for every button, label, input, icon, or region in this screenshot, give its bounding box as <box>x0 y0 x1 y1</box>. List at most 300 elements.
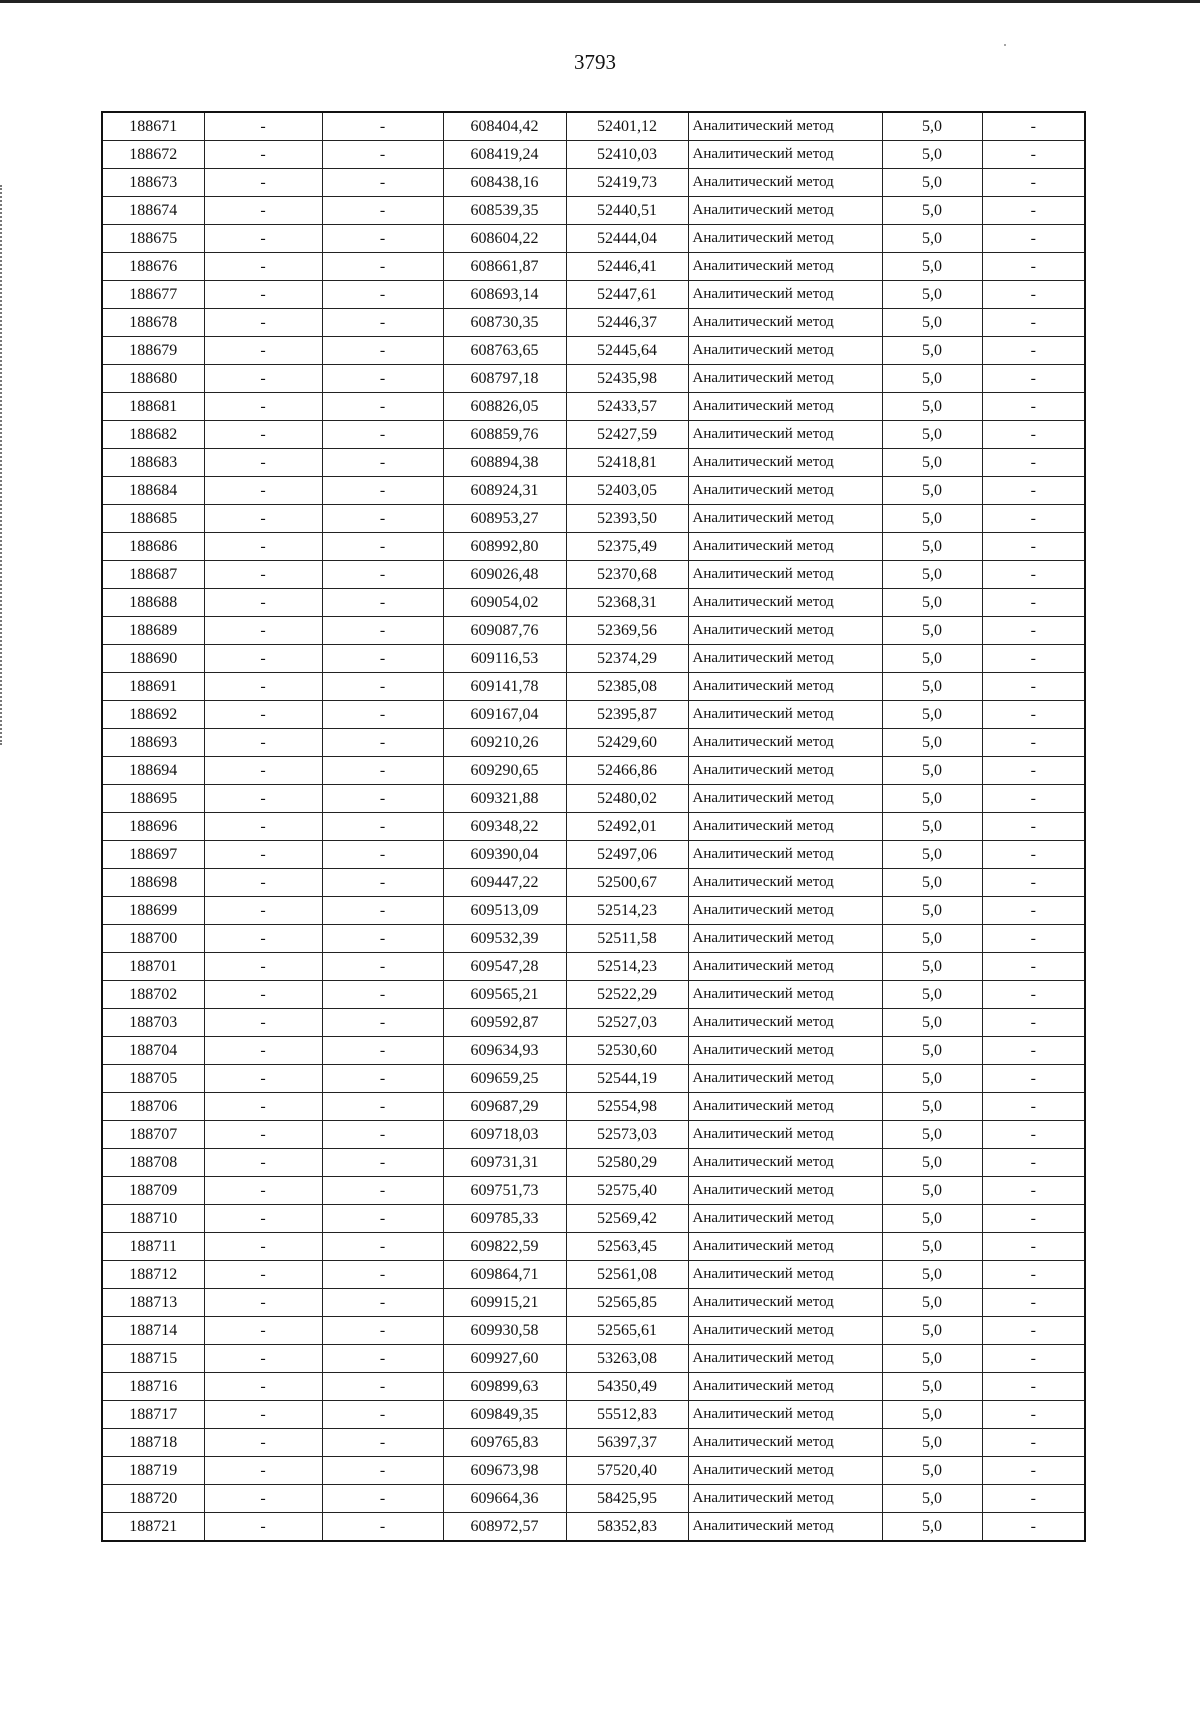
empty-cell-b: - <box>322 281 443 309</box>
empty-cell-b: - <box>322 617 443 645</box>
y-coordinate-cell: 52575,40 <box>566 1177 688 1205</box>
x-coordinate-cell: 609532,39 <box>443 925 566 953</box>
y-coordinate-cell: 53263,08 <box>566 1345 688 1373</box>
empty-cell-c: - <box>982 393 1085 421</box>
empty-cell-a: - <box>204 421 322 449</box>
accuracy-cell: 5,0 <box>882 729 982 757</box>
empty-cell-b: - <box>322 645 443 673</box>
accuracy-cell: 5,0 <box>882 645 982 673</box>
x-coordinate-cell: 609899,63 <box>443 1373 566 1401</box>
point-id-cell: 188709 <box>102 1177 204 1205</box>
empty-cell-b: - <box>322 197 443 225</box>
point-id-cell: 188711 <box>102 1233 204 1261</box>
empty-cell-b: - <box>322 1233 443 1261</box>
table-row <box>102 1485 1085 1513</box>
empty-cell-c: - <box>982 1009 1085 1037</box>
point-id-cell: 188678 <box>102 309 204 337</box>
accuracy-cell: 5,0 <box>882 869 982 897</box>
x-coordinate-cell: 609565,21 <box>443 981 566 1009</box>
y-coordinate-cell: 52563,45 <box>566 1233 688 1261</box>
y-coordinate-cell: 52445,64 <box>566 337 688 365</box>
x-coordinate-cell: 609321,88 <box>443 785 566 813</box>
point-id-cell: 188714 <box>102 1317 204 1345</box>
empty-cell-b: - <box>322 141 443 169</box>
empty-cell-c: - <box>982 449 1085 477</box>
accuracy-cell: 5,0 <box>882 1401 982 1429</box>
empty-cell-c: - <box>982 337 1085 365</box>
empty-cell-b: - <box>322 813 443 841</box>
table-row <box>102 1345 1085 1373</box>
point-id-cell: 188684 <box>102 477 204 505</box>
y-coordinate-cell: 52514,23 <box>566 897 688 925</box>
y-coordinate-cell: 52385,08 <box>566 673 688 701</box>
accuracy-cell: 5,0 <box>882 421 982 449</box>
accuracy-cell: 5,0 <box>882 365 982 393</box>
table-row <box>102 225 1085 253</box>
table-row <box>102 1009 1085 1037</box>
x-coordinate-cell: 609718,03 <box>443 1121 566 1149</box>
empty-cell-c: - <box>982 1317 1085 1345</box>
method-cell: Аналитический метод <box>688 813 882 841</box>
point-id-cell: 188696 <box>102 813 204 841</box>
empty-cell-a: - <box>204 729 322 757</box>
empty-cell-a: - <box>204 197 322 225</box>
empty-cell-a: - <box>204 1009 322 1037</box>
accuracy-cell: 5,0 <box>882 953 982 981</box>
x-coordinate-cell: 608539,35 <box>443 197 566 225</box>
x-coordinate-cell: 608924,31 <box>443 477 566 505</box>
table-row <box>102 169 1085 197</box>
point-id-cell: 188710 <box>102 1205 204 1233</box>
table-row <box>102 925 1085 953</box>
table-row <box>102 841 1085 869</box>
accuracy-cell: 5,0 <box>882 1373 982 1401</box>
accuracy-cell: 5,0 <box>882 1093 982 1121</box>
method-cell: Аналитический метод <box>688 561 882 589</box>
x-coordinate-cell: 609592,87 <box>443 1009 566 1037</box>
empty-cell-c: - <box>982 1345 1085 1373</box>
empty-cell-a: - <box>204 841 322 869</box>
empty-cell-a: - <box>204 1037 322 1065</box>
empty-cell-a: - <box>204 337 322 365</box>
empty-cell-a: - <box>204 645 322 673</box>
empty-cell-b: - <box>322 589 443 617</box>
method-cell: Аналитический метод <box>688 981 882 1009</box>
accuracy-cell: 5,0 <box>882 1065 982 1093</box>
accuracy-cell: 5,0 <box>882 1009 982 1037</box>
accuracy-cell: 5,0 <box>882 197 982 225</box>
y-coordinate-cell: 52480,02 <box>566 785 688 813</box>
method-cell: Аналитический метод <box>688 869 882 897</box>
method-cell: Аналитический метод <box>688 169 882 197</box>
x-coordinate-cell: 609026,48 <box>443 561 566 589</box>
empty-cell-a: - <box>204 981 322 1009</box>
table-row <box>102 1205 1085 1233</box>
y-coordinate-cell: 52497,06 <box>566 841 688 869</box>
empty-cell-c: - <box>982 813 1085 841</box>
method-cell: Аналитический метод <box>688 365 882 393</box>
method-cell: Аналитический метод <box>688 477 882 505</box>
scan-speck <box>1004 44 1006 46</box>
empty-cell-a: - <box>204 1121 322 1149</box>
empty-cell-b: - <box>322 1401 443 1429</box>
accuracy-cell: 5,0 <box>882 1485 982 1513</box>
x-coordinate-cell: 609687,29 <box>443 1093 566 1121</box>
y-coordinate-cell: 52401,12 <box>566 112 688 141</box>
empty-cell-b: - <box>322 505 443 533</box>
accuracy-cell: 5,0 <box>882 925 982 953</box>
x-coordinate-cell: 608826,05 <box>443 393 566 421</box>
point-id-cell: 188700 <box>102 925 204 953</box>
method-cell: Аналитический метод <box>688 757 882 785</box>
empty-cell-b: - <box>322 1121 443 1149</box>
empty-cell-c: - <box>982 1457 1085 1485</box>
x-coordinate-cell: 609290,65 <box>443 757 566 785</box>
empty-cell-b: - <box>322 1009 443 1037</box>
table-row <box>102 1457 1085 1485</box>
point-id-cell: 188675 <box>102 225 204 253</box>
empty-cell-a: - <box>204 1093 322 1121</box>
empty-cell-b: - <box>322 1177 443 1205</box>
accuracy-cell: 5,0 <box>882 701 982 729</box>
empty-cell-c: - <box>982 1121 1085 1149</box>
y-coordinate-cell: 52393,50 <box>566 505 688 533</box>
empty-cell-a: - <box>204 813 322 841</box>
point-id-cell: 188671 <box>102 112 204 141</box>
empty-cell-c: - <box>982 897 1085 925</box>
empty-cell-a: - <box>204 281 322 309</box>
x-coordinate-cell: 609822,59 <box>443 1233 566 1261</box>
accuracy-cell: 5,0 <box>882 309 982 337</box>
accuracy-cell: 5,0 <box>882 1429 982 1457</box>
x-coordinate-cell: 609116,53 <box>443 645 566 673</box>
accuracy-cell: 5,0 <box>882 112 982 141</box>
point-id-cell: 188688 <box>102 589 204 617</box>
accuracy-cell: 5,0 <box>882 477 982 505</box>
accuracy-cell: 5,0 <box>882 1205 982 1233</box>
empty-cell-c: - <box>982 1233 1085 1261</box>
table-row <box>102 533 1085 561</box>
method-cell: Аналитический метод <box>688 281 882 309</box>
empty-cell-a: - <box>204 1289 322 1317</box>
empty-cell-a: - <box>204 393 322 421</box>
empty-cell-c: - <box>982 869 1085 897</box>
method-cell: Аналитический метод <box>688 1121 882 1149</box>
x-coordinate-cell: 609849,35 <box>443 1401 566 1429</box>
x-coordinate-cell: 609751,73 <box>443 1177 566 1205</box>
coordinates-table <box>101 111 1086 1542</box>
empty-cell-a: - <box>204 1513 322 1542</box>
accuracy-cell: 5,0 <box>882 1289 982 1317</box>
empty-cell-b: - <box>322 981 443 1009</box>
empty-cell-b: - <box>322 477 443 505</box>
point-id-cell: 188674 <box>102 197 204 225</box>
y-coordinate-cell: 52435,98 <box>566 365 688 393</box>
empty-cell-a: - <box>204 1065 322 1093</box>
empty-cell-b: - <box>322 1429 443 1457</box>
empty-cell-c: - <box>982 112 1085 141</box>
accuracy-cell: 5,0 <box>882 785 982 813</box>
point-id-cell: 188693 <box>102 729 204 757</box>
method-cell: Аналитический метод <box>688 925 882 953</box>
method-cell: Аналитический метод <box>688 309 882 337</box>
empty-cell-c: - <box>982 1429 1085 1457</box>
point-id-cell: 188717 <box>102 1401 204 1429</box>
accuracy-cell: 5,0 <box>882 1457 982 1485</box>
x-coordinate-cell: 609659,25 <box>443 1065 566 1093</box>
table-row <box>102 112 1085 141</box>
empty-cell-a: - <box>204 365 322 393</box>
point-id-cell: 188676 <box>102 253 204 281</box>
y-coordinate-cell: 52565,85 <box>566 1289 688 1317</box>
y-coordinate-cell: 52544,19 <box>566 1065 688 1093</box>
y-coordinate-cell: 52492,01 <box>566 813 688 841</box>
empty-cell-c: - <box>982 729 1085 757</box>
empty-cell-c: - <box>982 1289 1085 1317</box>
empty-cell-b: - <box>322 253 443 281</box>
empty-cell-a: - <box>204 112 322 141</box>
accuracy-cell: 5,0 <box>882 169 982 197</box>
y-coordinate-cell: 52446,37 <box>566 309 688 337</box>
empty-cell-a: - <box>204 1401 322 1429</box>
accuracy-cell: 5,0 <box>882 757 982 785</box>
empty-cell-c: - <box>982 197 1085 225</box>
empty-cell-b: - <box>322 1485 443 1513</box>
empty-cell-c: - <box>982 1037 1085 1065</box>
table-row <box>102 421 1085 449</box>
empty-cell-c: - <box>982 1177 1085 1205</box>
method-cell: Аналитический метод <box>688 1205 882 1233</box>
empty-cell-a: - <box>204 1261 322 1289</box>
x-coordinate-cell: 608730,35 <box>443 309 566 337</box>
table-row <box>102 757 1085 785</box>
method-cell: Аналитический метод <box>688 112 882 141</box>
empty-cell-c: - <box>982 253 1085 281</box>
point-id-cell: 188698 <box>102 869 204 897</box>
table-row <box>102 197 1085 225</box>
empty-cell-c: - <box>982 561 1085 589</box>
x-coordinate-cell: 609664,36 <box>443 1485 566 1513</box>
point-id-cell: 188679 <box>102 337 204 365</box>
empty-cell-b: - <box>322 533 443 561</box>
point-id-cell: 188677 <box>102 281 204 309</box>
y-coordinate-cell: 52375,49 <box>566 533 688 561</box>
empty-cell-b: - <box>322 449 443 477</box>
accuracy-cell: 5,0 <box>882 253 982 281</box>
empty-cell-a: - <box>204 225 322 253</box>
empty-cell-b: - <box>322 953 443 981</box>
x-coordinate-cell: 608763,65 <box>443 337 566 365</box>
point-id-cell: 188699 <box>102 897 204 925</box>
empty-cell-a: - <box>204 757 322 785</box>
table-row <box>102 365 1085 393</box>
method-cell: Аналитический метод <box>688 449 882 477</box>
y-coordinate-cell: 52395,87 <box>566 701 688 729</box>
accuracy-cell: 5,0 <box>882 561 982 589</box>
table-row <box>102 141 1085 169</box>
empty-cell-c: - <box>982 841 1085 869</box>
table-row <box>102 1233 1085 1261</box>
point-id-cell: 188712 <box>102 1261 204 1289</box>
accuracy-cell: 5,0 <box>882 1233 982 1261</box>
empty-cell-b: - <box>322 337 443 365</box>
empty-cell-a: - <box>204 785 322 813</box>
point-id-cell: 188703 <box>102 1009 204 1037</box>
empty-cell-a: - <box>204 1485 322 1513</box>
empty-cell-b: - <box>322 673 443 701</box>
x-coordinate-cell: 609634,93 <box>443 1037 566 1065</box>
table-row <box>102 953 1085 981</box>
point-id-cell: 188672 <box>102 141 204 169</box>
y-coordinate-cell: 52374,29 <box>566 645 688 673</box>
y-coordinate-cell: 57520,40 <box>566 1457 688 1485</box>
y-coordinate-cell: 52466,86 <box>566 757 688 785</box>
page-number: 3793 <box>574 50 616 74</box>
empty-cell-c: - <box>982 281 1085 309</box>
point-id-cell: 188685 <box>102 505 204 533</box>
method-cell: Аналитический метод <box>688 1233 882 1261</box>
point-id-cell: 188687 <box>102 561 204 589</box>
table-row <box>102 337 1085 365</box>
table-row <box>102 393 1085 421</box>
point-id-cell: 188694 <box>102 757 204 785</box>
accuracy-cell: 5,0 <box>882 1317 982 1345</box>
method-cell: Аналитический метод <box>688 253 882 281</box>
accuracy-cell: 5,0 <box>882 673 982 701</box>
y-coordinate-cell: 52446,41 <box>566 253 688 281</box>
point-id-cell: 188692 <box>102 701 204 729</box>
empty-cell-a: - <box>204 617 322 645</box>
accuracy-cell: 5,0 <box>882 589 982 617</box>
empty-cell-a: - <box>204 1457 322 1485</box>
empty-cell-c: - <box>982 701 1085 729</box>
x-coordinate-cell: 608992,80 <box>443 533 566 561</box>
empty-cell-b: - <box>322 729 443 757</box>
x-coordinate-cell: 608693,14 <box>443 281 566 309</box>
x-coordinate-cell: 608894,38 <box>443 449 566 477</box>
empty-cell-c: - <box>982 505 1085 533</box>
y-coordinate-cell: 52418,81 <box>566 449 688 477</box>
point-id-cell: 188708 <box>102 1149 204 1177</box>
empty-cell-c: - <box>982 1065 1085 1093</box>
empty-cell-a: - <box>204 1233 322 1261</box>
table-row <box>102 449 1085 477</box>
y-coordinate-cell: 52444,04 <box>566 225 688 253</box>
method-cell: Аналитический метод <box>688 645 882 673</box>
accuracy-cell: 5,0 <box>882 337 982 365</box>
point-id-cell: 188706 <box>102 1093 204 1121</box>
empty-cell-b: - <box>322 1065 443 1093</box>
y-coordinate-cell: 56397,37 <box>566 1429 688 1457</box>
point-id-cell: 188702 <box>102 981 204 1009</box>
empty-cell-b: - <box>322 1093 443 1121</box>
table-row <box>102 1065 1085 1093</box>
y-coordinate-cell: 52419,73 <box>566 169 688 197</box>
x-coordinate-cell: 609390,04 <box>443 841 566 869</box>
x-coordinate-cell: 608859,76 <box>443 421 566 449</box>
empty-cell-b: - <box>322 112 443 141</box>
empty-cell-a: - <box>204 1149 322 1177</box>
empty-cell-b: - <box>322 1345 443 1373</box>
x-coordinate-cell: 608604,22 <box>443 225 566 253</box>
accuracy-cell: 5,0 <box>882 141 982 169</box>
empty-cell-b: - <box>322 1457 443 1485</box>
table-row <box>102 869 1085 897</box>
empty-cell-a: - <box>204 1373 322 1401</box>
empty-cell-b: - <box>322 169 443 197</box>
empty-cell-b: - <box>322 701 443 729</box>
empty-cell-a: - <box>204 477 322 505</box>
y-coordinate-cell: 52369,56 <box>566 617 688 645</box>
empty-cell-c: - <box>982 365 1085 393</box>
table-row <box>102 1121 1085 1149</box>
y-coordinate-cell: 58425,95 <box>566 1485 688 1513</box>
table-row <box>102 1149 1085 1177</box>
table-row <box>102 477 1085 505</box>
point-id-cell: 188686 <box>102 533 204 561</box>
method-cell: Аналитический метод <box>688 141 882 169</box>
accuracy-cell: 5,0 <box>882 1037 982 1065</box>
empty-cell-a: - <box>204 1317 322 1345</box>
point-id-cell: 188716 <box>102 1373 204 1401</box>
y-coordinate-cell: 52429,60 <box>566 729 688 757</box>
point-id-cell: 188691 <box>102 673 204 701</box>
method-cell: Аналитический метод <box>688 617 882 645</box>
empty-cell-c: - <box>982 1149 1085 1177</box>
empty-cell-a: - <box>204 1345 322 1373</box>
y-coordinate-cell: 52522,29 <box>566 981 688 1009</box>
point-id-cell: 188718 <box>102 1429 204 1457</box>
empty-cell-c: - <box>982 477 1085 505</box>
y-coordinate-cell: 52511,58 <box>566 925 688 953</box>
x-coordinate-cell: 609785,33 <box>443 1205 566 1233</box>
table-row <box>102 505 1085 533</box>
empty-cell-c: - <box>982 981 1085 1009</box>
table-row <box>102 729 1085 757</box>
empty-cell-a: - <box>204 1205 322 1233</box>
table-row <box>102 281 1085 309</box>
empty-cell-a: - <box>204 561 322 589</box>
point-id-cell: 188690 <box>102 645 204 673</box>
accuracy-cell: 5,0 <box>882 393 982 421</box>
y-coordinate-cell: 52440,51 <box>566 197 688 225</box>
empty-cell-a: - <box>204 533 322 561</box>
empty-cell-b: - <box>322 1373 443 1401</box>
table-row <box>102 1261 1085 1289</box>
empty-cell-c: - <box>982 785 1085 813</box>
empty-cell-b: - <box>322 757 443 785</box>
point-id-cell: 188713 <box>102 1289 204 1317</box>
y-coordinate-cell: 52410,03 <box>566 141 688 169</box>
empty-cell-a: - <box>204 673 322 701</box>
method-cell: Аналитический метод <box>688 729 882 757</box>
accuracy-cell: 5,0 <box>882 225 982 253</box>
x-coordinate-cell: 609167,04 <box>443 701 566 729</box>
empty-cell-a: - <box>204 925 322 953</box>
method-cell: Аналитический метод <box>688 421 882 449</box>
accuracy-cell: 5,0 <box>882 1149 982 1177</box>
accuracy-cell: 5,0 <box>882 617 982 645</box>
x-coordinate-cell: 609731,31 <box>443 1149 566 1177</box>
empty-cell-c: - <box>982 1093 1085 1121</box>
y-coordinate-cell: 52447,61 <box>566 281 688 309</box>
x-coordinate-cell: 609915,21 <box>443 1289 566 1317</box>
y-coordinate-cell: 54350,49 <box>566 1373 688 1401</box>
method-cell: Аналитический метод <box>688 1429 882 1457</box>
x-coordinate-cell: 608438,16 <box>443 169 566 197</box>
empty-cell-a: - <box>204 141 322 169</box>
y-coordinate-cell: 52368,31 <box>566 589 688 617</box>
